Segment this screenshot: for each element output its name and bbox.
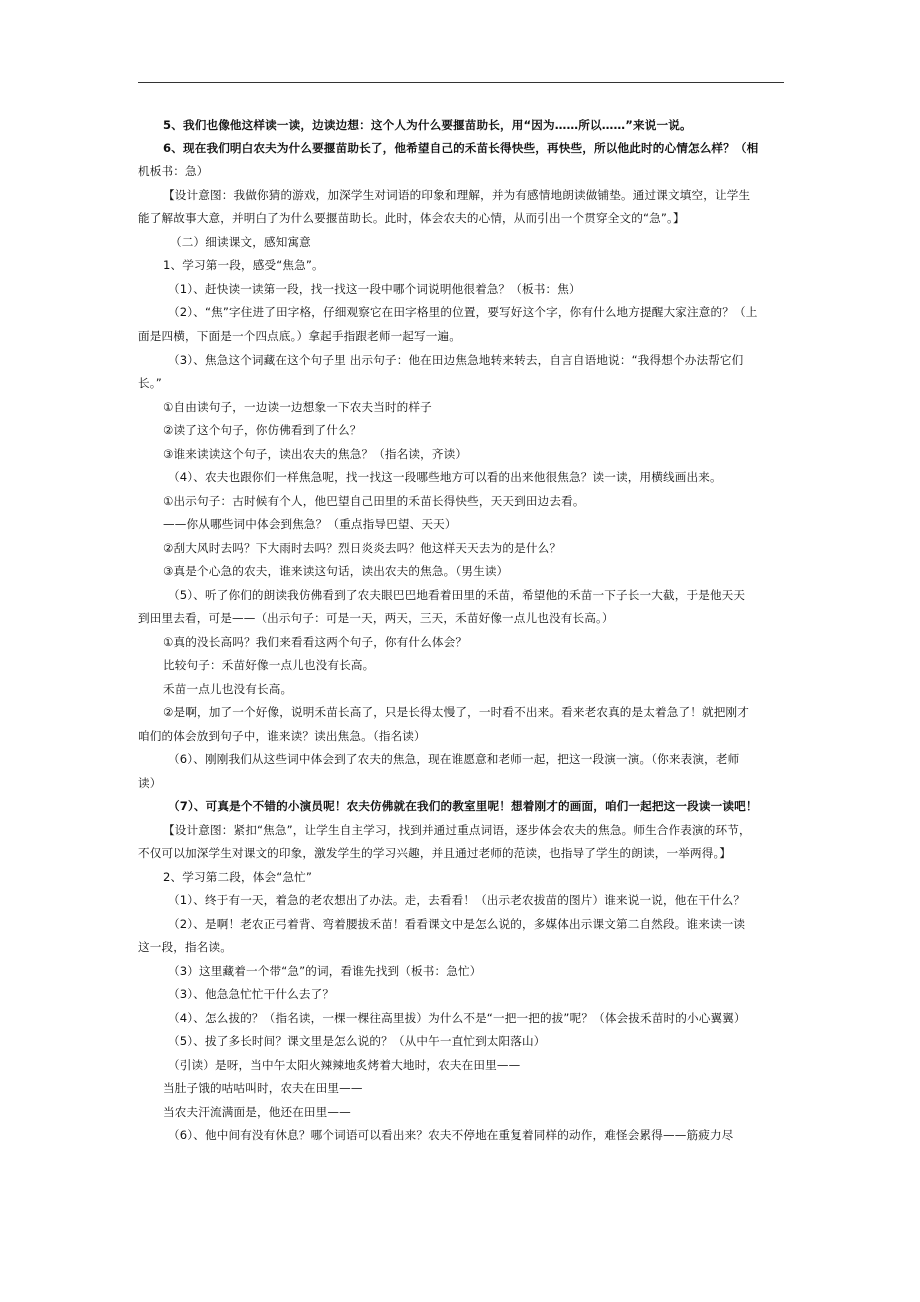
header-rule <box>138 82 784 83</box>
text-line: （3）、焦急这个词藏在这个句子里 出示句子：他在田边焦急地转来转去，自言自语地说：“我得想个办法帮它们 <box>168 353 744 367</box>
text-line: 到田里去看，可是——（出示句子：可是一天，两天，三天，禾苗好像一点儿也没有长高。） <box>138 611 614 625</box>
text-line: （1）、赶快读一读第一段，找一找这一段中哪个词说明他很着急？（板书：焦） <box>168 282 581 296</box>
text-line: ②是啊，加了一个好像，说明禾苗长高了，只是长得太慢了，一时看不出来。看来老农真的是太着急了！就把刚才 <box>163 705 749 719</box>
text-line: （7）、可真是个不错的小演员呢！农夫仿佛就在我们的教室里呢！想着刚才的画面，咱们一起把这一段读一读吧！ <box>168 799 758 813</box>
text-line: （4）、农夫也跟你们一样焦急呢，找一找这一段哪些地方可以看的出来他很焦急？读一读，用横线画出来。 <box>168 470 722 484</box>
text-line: （5）、拔了多长时间？课文里是怎么说的？（从中午一直忙到太阳落山） <box>168 1034 546 1048</box>
text-line: 【设计意图：我做你猜的游戏，加深学生对词语的印象和理解，并为有感情地朗读做铺垫。通过课文填空，让学生 <box>163 188 751 202</box>
text-line: （4）、怎么拔的？（指名读，一棵一棵往高里拔）为什么不是“一把一把的拔”呢？（体会拔禾苗时的小心翼翼） <box>168 1011 746 1025</box>
text-line: ①真的没长高吗？我们来看看这两个句子，你有什么体会？ <box>163 635 468 649</box>
text-line: （5）、听了你们的朗读我仿佛看到了农夫眼巴巴地看着田里的禾苗，希望他的禾苗一下子长一大截，于是他天天 <box>168 588 746 602</box>
text-line: （1）、终于有一天，着急的老农想出了办法。走，去看看！（出示老农拔苗的图片）谁来说一说，他在干什么？ <box>168 893 746 907</box>
text-line: （2）、是啊！老农正弓着背、弯着腰拔禾苗！看看课文中是怎么说的，多媒体出示课文第二自然段。谁来读一读 <box>168 917 746 931</box>
text-line: 当农夫汗流满面是，他还在田里—— <box>163 1105 351 1119</box>
text-line: 1、学习第一段，感受“焦急”。 <box>163 258 324 272</box>
text-line: 这一段，指名读。 <box>138 940 232 954</box>
text-line: （6）、刚刚我们从这些词中体会到了农夫的焦急，现在谁愿意和老师一起，把这一段演一演。（你来表演，老师 <box>168 752 740 766</box>
text-line: ③谁来读读这个句子，读出农夫的焦急？（指名读，齐读） <box>163 447 468 461</box>
text-line: （6）、他中间有没有休息？哪个词语可以看出来？农夫不停地在重复着同样的动作，难怪会累得——筋疲力尽 <box>168 1128 734 1142</box>
text-line: 咱们的体会放到句子中，谁来读？读出焦急。（指名读） <box>138 729 426 743</box>
text-line: ②刮大风时去吗？下大雨时去吗？烈日炎炎去吗？他这样天天去为的是什么？ <box>163 541 562 555</box>
text-line: 【设计意图：紧扣“焦急”，让学生自主学习，找到并通过重点词语，逐步体会农夫的焦急。师生合作表演的环节， <box>163 823 751 837</box>
text-line: 读） <box>138 776 162 790</box>
text-line: 不仅可以加深学生对课文的印象，激发学生的学习兴趣，并且通过老师的范读，也指导了学生的朗读，一举两得。】 <box>138 846 732 860</box>
text-line: （3）这里藏着一个带“急”的词，看谁先找到（板书：急忙） <box>168 964 482 978</box>
text-line: 能了解故事大意，并明白了为什么要揠苗助长。此时，体会农夫的心情，从而引出一个贯穿全文的“急”。】 <box>138 211 685 225</box>
text-line: （2）、“焦”字住进了田字格，仔细观察它在田字格里的位置，要写好这个字，你有什么地方提醒大家注意的？（上 <box>168 305 758 319</box>
text-line: 2、学习第二段，体会“急忙” <box>163 870 313 884</box>
text-line: 面是四横，下面是一个四点底。）拿起手指跟老师一起写一遍。 <box>138 329 462 343</box>
text-line: （3）、他急急忙忙干什么去了？ <box>168 987 335 1001</box>
text-line: 6、现在我们明白农夫为什么要揠苗助长了，他希望自己的禾苗长得快些，再快些，所以他此时的心情怎么样？（相 <box>163 141 759 155</box>
text-line: 禾苗一点儿也没有长高。 <box>163 682 293 696</box>
text-line: ①出示句子：古时候有个人，他巴望自己田里的禾苗长得快些，天天到田边去看。 <box>163 494 585 508</box>
text-line: ②读了这个句子，你仿佛看到了什么？ <box>163 423 362 437</box>
text-line: 长。” <box>138 376 162 390</box>
text-line: 当肚子饿的咕咕叫时，农夫在田里—— <box>163 1081 363 1095</box>
text-line: 5、我们也像他这样读一读，边读边想：这个人为什么要揠苗助长，用“因为……所以……”来说一说。 <box>163 118 692 132</box>
text-line: ③真是个心急的农夫，谁来读这句话，读出农夫的焦急。（男生读） <box>163 564 509 578</box>
text-line: ①自由读句子，一边读一边想象一下农夫当时的样子 <box>163 400 432 414</box>
text-line: ——你从哪些词中体会到焦急？（重点指导巴望、天天） <box>163 517 457 531</box>
text-line: 比较句子：禾苗好像一点儿也没有长高。 <box>163 658 375 672</box>
text-line: （引读）是呀，当中午太阳火辣辣地炙烤着大地时，农夫在田里—— <box>168 1058 521 1072</box>
section-heading: （二）细读课文，感知寓意 <box>170 235 311 249</box>
text-line: 机板书：急） <box>138 164 209 178</box>
